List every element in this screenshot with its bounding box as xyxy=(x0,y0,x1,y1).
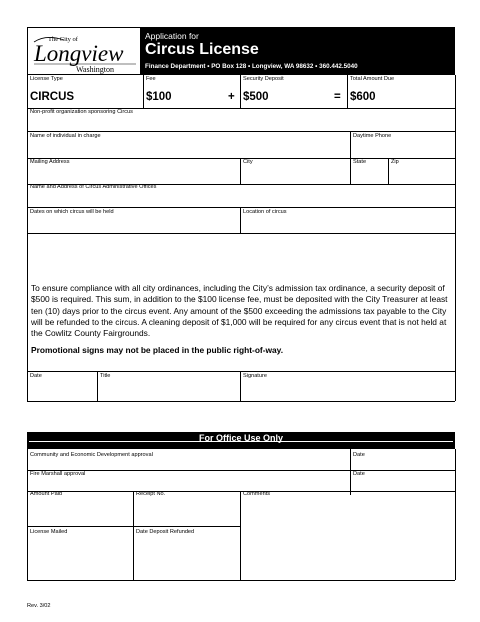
fire-marshall-approval-field[interactable]: Fire Marshall approval xyxy=(30,471,86,477)
logo-main-text: Longview xyxy=(34,41,124,66)
deposit-requirements-text: To ensure compliance with all city ordinances, including the City’s admission tax ordinance, a security deposit of $500 is required. This sum, in addition to the $100 license fee, must be deposited with the City Treasurer at least ten (10) days prior to the circus event. Any amount of the $500 exceeding the admissions tax payable to the City will be refunded to the circus. A cleaning deposit of $1,000 will be required for any circus event that is not held at the Cowlitz County Fairgrounds. xyxy=(31,283,448,339)
longview-logo-graphic xyxy=(28,28,141,76)
deposit-refunded-date-field[interactable]: Date Deposit Refunded xyxy=(136,529,195,535)
plus-sign: + xyxy=(228,91,235,103)
city-field[interactable]: City xyxy=(243,159,253,165)
license-type-value[interactable]: CIRCUS xyxy=(30,91,75,103)
amount-paid-field[interactable]: Amount Paid xyxy=(30,491,63,497)
comments-field[interactable]: Comments xyxy=(243,491,271,497)
office-use-heading: For Office Use Only xyxy=(198,433,284,443)
mailing-address-field[interactable]: Mailing Address xyxy=(30,159,70,165)
form-title: Circus License xyxy=(145,41,259,58)
form-right-border xyxy=(455,75,456,388)
ced-date-field[interactable]: Date xyxy=(353,452,365,458)
header-banner xyxy=(140,27,455,75)
license-type-label: License Type xyxy=(30,76,63,82)
dates-held-field[interactable]: Dates on which circus will be held xyxy=(30,209,114,215)
department-address: Finance Department • PO Box 128 • Longview, WA 98632 • 360.442.5040 xyxy=(145,63,358,70)
circus-offices-field[interactable]: Name and Address of Circus Administrative Offices xyxy=(30,184,157,190)
fire-date-field[interactable]: Date xyxy=(353,471,365,477)
license-mailed-field[interactable]: License Mailed xyxy=(30,529,68,535)
promotional-signs-notice: Promotional signs may not be placed in the public right-of-way. xyxy=(31,345,284,355)
individual-in-charge-field[interactable]: Name of individual in charge xyxy=(30,133,101,139)
total-amount-value[interactable]: $600 xyxy=(350,91,376,103)
zip-field[interactable]: Zip xyxy=(391,159,399,165)
ced-approval-field[interactable]: Community and Economic Development approval xyxy=(30,452,153,458)
security-deposit-value[interactable]: $500 xyxy=(243,91,269,103)
title-field[interactable]: Title xyxy=(100,373,111,379)
state-field[interactable]: State xyxy=(353,159,367,165)
date-field[interactable]: Date xyxy=(30,373,42,379)
city-logo xyxy=(27,27,140,75)
security-deposit-label: Security Deposit xyxy=(243,76,284,82)
equals-sign: = xyxy=(334,91,341,103)
fee-value[interactable]: $100 xyxy=(146,91,172,103)
total-amount-label: Total Amount Due xyxy=(350,76,395,82)
nonprofit-sponsor-field[interactable]: Non-profit organization sponsoring Circus xyxy=(30,109,133,115)
form-left-border xyxy=(27,75,28,388)
location-field[interactable]: Location of circus xyxy=(243,209,287,215)
logo-small-text: The City of xyxy=(48,36,78,43)
receipt-no-field[interactable]: Receipt No. xyxy=(136,491,166,497)
signature-field[interactable]: Signature xyxy=(243,373,267,379)
fee-label: Fee xyxy=(146,76,156,82)
logo-sub-text: Washington xyxy=(76,65,115,74)
revision-label: Rev. 3/02 xyxy=(27,603,51,609)
daytime-phone-field[interactable]: Daytime Phone xyxy=(353,133,392,139)
application-for-label: Application for xyxy=(145,31,199,41)
